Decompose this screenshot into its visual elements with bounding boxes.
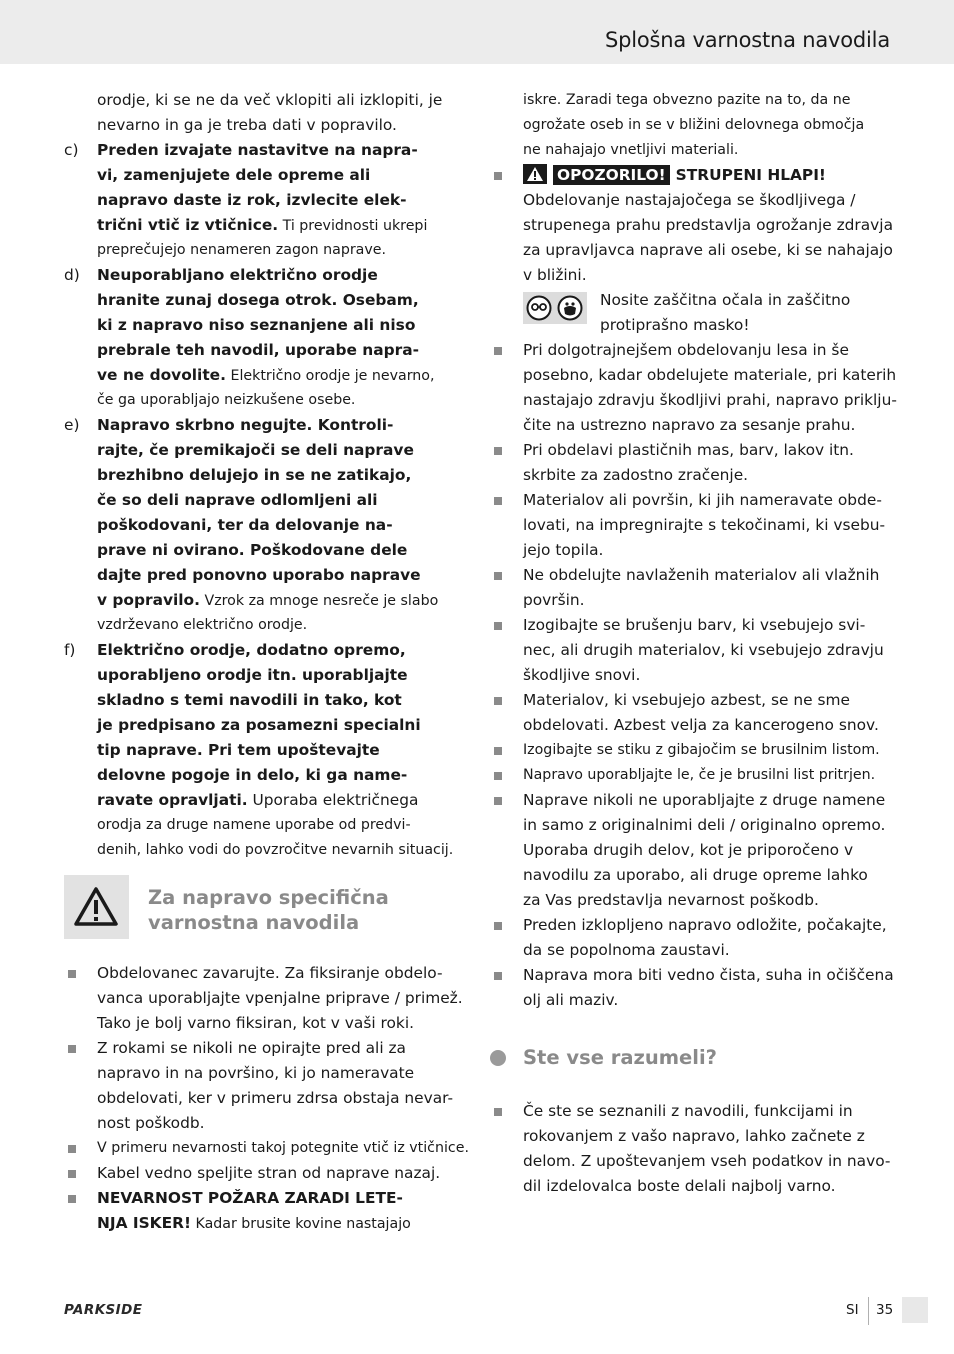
text-line: prebrale teh navodil, uporabe napra- bbox=[97, 341, 420, 359]
text-line: Napravo skrbno negujte. Kontroli- bbox=[97, 416, 394, 434]
section-header-specific bbox=[64, 875, 466, 939]
list-item-c bbox=[64, 138, 466, 263]
bullet-square-icon bbox=[494, 922, 502, 930]
text-line: dil izdelovalca boste delali najbolj varno. bbox=[523, 1177, 836, 1195]
list-item-d bbox=[64, 263, 466, 413]
bullet-square-icon bbox=[68, 1045, 76, 1053]
bullet-square-icon bbox=[494, 172, 502, 180]
text-line: napravo in na površino, ki jo nameravate bbox=[97, 1064, 415, 1082]
text-line: orodja za druge namene uporabe od predvi- bbox=[97, 817, 411, 833]
text-line: napravo daste iz rok, izvlecite elek- bbox=[97, 191, 407, 209]
text-line: strupenega prahu predstavlja ogrožanje zdravja bbox=[523, 216, 893, 234]
bullet-square-icon bbox=[68, 1170, 76, 1178]
text-line: hranite zunaj dosega otrok. Osebam, bbox=[97, 291, 419, 309]
circle-bullet-icon bbox=[490, 1050, 506, 1066]
list-marker: c) bbox=[64, 141, 79, 159]
list-item: Izogibajte se stiku z gibajočim se brusilnim listom. bbox=[490, 738, 892, 763]
text-normal: Kadar brusite kovine nastajajo bbox=[191, 1216, 411, 1232]
bullet-square-icon bbox=[494, 747, 502, 755]
text-line: je predpisano za posamezni specialni bbox=[97, 716, 421, 734]
list-item: Pri obdelavi plastičnih mas, barv, lakov itn. skrbite za zadostno zračenje. bbox=[490, 438, 892, 488]
list-item: Kabel vedno speljite stran od naprave nazaj. bbox=[64, 1161, 466, 1186]
text-line: in samo z originalnimi deli / originalno opremo. bbox=[523, 816, 886, 834]
left-column bbox=[64, 88, 469, 1236]
text-line: Obdelovanje nastajajočega se škodljivega / bbox=[523, 191, 856, 209]
text-line: nastajajo zdravju škodljivi prahi, napravo priklju- bbox=[523, 391, 897, 409]
text-line: da se popolnoma zaustavi. bbox=[523, 941, 730, 959]
bullet-square-icon bbox=[494, 497, 502, 505]
text-line: preprečujejo nenameren zagon naprave. bbox=[97, 242, 386, 258]
text-line: brezhibno delujejo in se ne zatikajo, bbox=[97, 466, 412, 484]
text-line: nec, ali drugih materialov, ki vsebujejo zdravju bbox=[523, 641, 884, 659]
footer-tab bbox=[902, 1297, 928, 1323]
text-line: posebno, kadar obdelujete materiale, pri katerih bbox=[523, 366, 897, 384]
text-line: jejo topila. bbox=[523, 541, 604, 559]
text-line: denih, lahko vodi do povzročitve nevarnih situacij. bbox=[97, 842, 454, 858]
bullet-square-icon bbox=[68, 1145, 76, 1153]
text-line: iskre. Zaradi tega obvezno pazite na to, da ne bbox=[523, 92, 851, 108]
text-line: Neuporabljano električno orodje bbox=[97, 266, 378, 284]
bullet-square-icon bbox=[68, 1195, 76, 1203]
text-line: če ga uporabljajo neizkušene osebe. bbox=[97, 392, 356, 408]
bullet-square-icon bbox=[494, 622, 502, 630]
list-item: Če ste se seznanili z navodili, funkcijami in rokovanjem z vašo napravo, lahko začnete z delom. Z upoštevanjem vseh podatkov in navo- dil izdelovalca boste delali najbolj varno. bbox=[490, 1099, 892, 1199]
list-item: Materialov, ki vsebujejo azbest, se ne sme obdelovati. Azbest velja za kancerogeno snov. bbox=[490, 688, 892, 738]
list-marker: e) bbox=[64, 416, 80, 434]
text-line: navodilu za uporabo, ali druge opreme lahko bbox=[523, 866, 868, 884]
section-title: Ste vse razumeli? bbox=[523, 1046, 717, 1069]
text-line: čite na ustrezno napravo za sesanje prahu. bbox=[523, 416, 856, 434]
list-item-f bbox=[64, 638, 466, 863]
text-bold: ve ne dovolite. bbox=[97, 366, 226, 384]
text-line: protiprašno masko! bbox=[600, 316, 750, 334]
text-line: ki z napravo niso seznanjene ali niso bbox=[97, 316, 416, 334]
text-line: skladno s temi navodili in tako, kot bbox=[97, 691, 402, 709]
list-item: Pri dolgotrajnejšem obdelovanju lesa in še posebno, kadar obdelujete materiale, pri katerih nastajajo zdravju škodljivi prahi, napravo priklju- čite na ustrezno napravo za sesanje prahu. bbox=[490, 338, 892, 438]
text-line: delovne pogoje in delo, ki ga name- bbox=[97, 766, 408, 784]
text-line: Tako je bolj varno fiksiran, kot v vaši roki. bbox=[97, 1014, 415, 1032]
list-item: Naprave nikoli ne uporabljajte z druge namene in samo z originalnimi deli / originalno opremo. Uporaba drugih delov, kot je priporočeno v navodilu za uporabo, ali druge opreme lahko za Vas predstavlja nevarnost poškodb. bbox=[490, 788, 892, 913]
warning-triangle-icon bbox=[64, 875, 129, 939]
list-item: Ne obdelujte navlaženih materialov ali vlažnih površin. bbox=[490, 563, 892, 613]
text-line: vi, zamenjujete dele opreme ali bbox=[97, 166, 371, 184]
text-bold: trični vtič iz vtičnice. bbox=[97, 216, 279, 234]
text-line: poškodovani, ter da delovanje na- bbox=[97, 516, 393, 534]
list-item: Izogibajte se brušenju barv, ki vsebujejo svi- nec, ali drugih materialov, ki vsebujejo zdravju škodljive snovi. bbox=[490, 613, 892, 688]
text-line: nevarno in ga je treba dati v popravilo. bbox=[97, 116, 397, 134]
text-line: škodljive snovi. bbox=[523, 666, 641, 684]
list-item: Napravo uporabljajte le, če je brusilni list pritrjen. bbox=[490, 763, 892, 788]
section-header-understood bbox=[490, 1043, 892, 1073]
list-item-e bbox=[64, 413, 466, 638]
bullet-square-icon bbox=[494, 1108, 502, 1116]
list-item: Preden izklopljeno napravo odložite, počakajte, da se popolnoma zaustavi. bbox=[490, 913, 892, 963]
text-normal: Uporaba električnega bbox=[247, 791, 419, 809]
text-line: uporabljeno orodje itn. uporabljajte bbox=[97, 666, 408, 684]
list-item: Obdelovanec zavarujte. Za fiksiranje obdelo- vanca uporabljajte vpenjalne priprave / primež. Tako je bolj varno fiksiran, kot v vaši roki. bbox=[64, 961, 466, 1036]
language-code: SI bbox=[846, 1302, 859, 1318]
text-line: rokovanjem z vašo napravo, lahko začnete z bbox=[523, 1127, 865, 1145]
text-line: Električno orodje, dodatno opremo, bbox=[97, 641, 406, 659]
text-normal: Vzrok za mnoge nesreče je slabo bbox=[199, 593, 439, 609]
list-marker: d) bbox=[64, 266, 80, 284]
footer-divider bbox=[868, 1297, 869, 1325]
bullet-square-icon bbox=[494, 972, 502, 980]
text-normal: Električno orodje je nevarno, bbox=[225, 368, 435, 384]
page-number: 35 bbox=[876, 1302, 894, 1318]
text-line: tip naprave. Pri tem upoštevajte bbox=[97, 741, 380, 759]
text-line: prave ni ovirano. Poškodovane dele bbox=[97, 541, 408, 559]
text-line: obdelovati. Azbest velja za kancerogeno snov. bbox=[523, 716, 879, 734]
text-line: ne nahajajo vnetljivi materiali. bbox=[523, 142, 739, 158]
page-title: Splošna varnostna navodila bbox=[604, 28, 890, 52]
text-bold: NJA ISKER! bbox=[97, 1214, 191, 1232]
list-item: Naprava mora biti vedno čista, suha in očiščena olj ali maziv. bbox=[490, 963, 892, 1013]
text-line: skrbite za zadostno zračenje. bbox=[523, 466, 749, 484]
ppe-note bbox=[490, 288, 892, 338]
bullet-square-icon bbox=[494, 772, 502, 780]
bullet-square-icon bbox=[68, 970, 76, 978]
text-line: nost poškodb. bbox=[97, 1114, 205, 1132]
list-item: V primeru nevarnosti takoj potegnite vtič iz vtičnice. bbox=[64, 1136, 466, 1161]
text-line: Nosite zaščitna očala in zaščitno bbox=[600, 291, 851, 309]
text-line: olj ali maziv. bbox=[523, 991, 619, 1009]
bullet-square-icon bbox=[494, 797, 502, 805]
text-line: delom. Z upoštevanjem vseh podatkov in navo- bbox=[523, 1152, 891, 1170]
text-line: rajte, če premikajoči se deli naprave bbox=[97, 441, 414, 459]
text-line: ogrožate oseb in se v bližini delovnega območja bbox=[523, 117, 865, 133]
bullet-square-icon bbox=[494, 572, 502, 580]
brand-logo: PARKSIDE bbox=[64, 1302, 143, 1318]
text-line: orodje, ki se ne da več vklopiti ali izklopiti, je bbox=[97, 91, 443, 109]
text-line: površin. bbox=[523, 591, 585, 609]
text-line: v bližini. bbox=[523, 266, 587, 284]
text-line: Uporaba drugih delov, kot je priporočeno v bbox=[523, 841, 854, 859]
list-item: Materialov ali površin, ki jih nameravate obde- lovati, na impregnirajte s tekočinami, ki vsebu- jejo topila. bbox=[490, 488, 892, 563]
warning-badge: OPOZORILO! bbox=[553, 165, 670, 185]
warning-triangle-icon bbox=[523, 164, 547, 184]
text-line: vzdrževano električno orodje. bbox=[97, 617, 308, 633]
text-line: vanca uporabljajte vpenjalne priprave / primež. bbox=[97, 989, 463, 1007]
text-normal: Ti previdnosti ukrepi bbox=[278, 218, 428, 234]
text-line: lovati, na impregnirajte s tekočinami, ki vsebu- bbox=[523, 516, 886, 534]
bullet-square-icon bbox=[494, 697, 502, 705]
warning-item bbox=[490, 163, 892, 338]
section-title: Za napravo specifična varnostna navodila bbox=[148, 886, 389, 934]
text-line: za upravljavca naprave ali osebe, ki se nahajajo bbox=[523, 241, 893, 259]
text-bold: v popravilo. bbox=[97, 591, 200, 609]
text-bold: ravate opravljati. bbox=[97, 791, 248, 809]
bullet-square-icon bbox=[494, 347, 502, 355]
list-marker: f) bbox=[64, 641, 76, 659]
warning-title: STRUPENI HLAPI! bbox=[675, 166, 826, 184]
list-item: Z rokami se nikoli ne opirajte pred ali za napravo in na površino, ki jo nameravate obdelovati, ker v primeru zdrsa obstaja nevar- nost poškodb. bbox=[64, 1036, 466, 1136]
header-bar bbox=[0, 0, 954, 64]
text-line: za Vas predstavlja nevarnost poškodb. bbox=[523, 891, 819, 909]
text-line: če so deli naprave odlomljeni ali bbox=[97, 491, 378, 509]
right-column bbox=[490, 88, 897, 1199]
text-line: obdelovati, ker v primeru zdrsa obstaja nevar- bbox=[97, 1089, 454, 1107]
bullet-square-icon bbox=[494, 447, 502, 455]
text-line: Preden izvajate nastavitve na napra- bbox=[97, 141, 418, 159]
text-line: dajte pred ponovno uporabo naprave bbox=[97, 566, 421, 584]
list-item: NEVARNOST POŽARA ZARADI LETE- NJA ISKER! Kadar brusite kovine nastajajo bbox=[64, 1186, 466, 1236]
